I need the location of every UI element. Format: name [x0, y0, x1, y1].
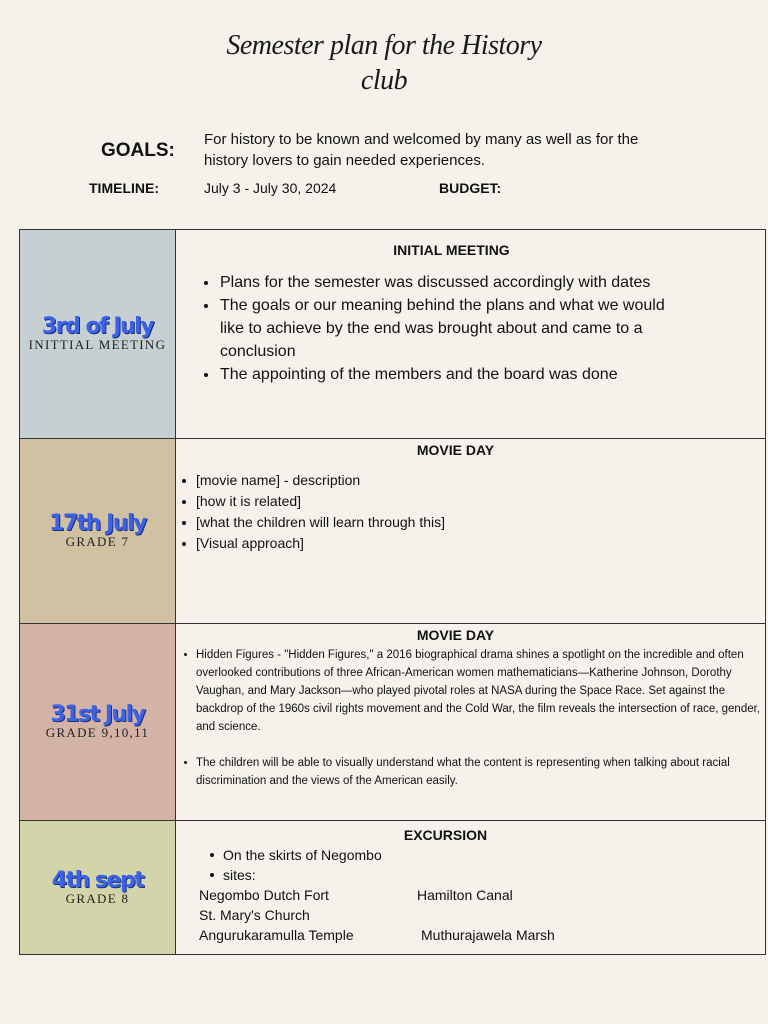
plan-table: [19, 229, 766, 955]
list-item: The children will be able to visually understand what the content is representing when talking about racial discrimination and the views of the American easily.: [196, 754, 761, 790]
sites-list: [176, 885, 765, 945]
row-heading: EXCURSION: [403, 827, 488, 843]
page-title: [0, 28, 768, 98]
list-item: [movie name] - description: [196, 470, 765, 491]
row-heading: INITIAL MEETING: [393, 242, 510, 258]
event-subtitle: GRADE 9,10,11: [45, 725, 150, 740]
details-cell: [176, 230, 765, 438]
site-name: Angurukaramulla Temple: [199, 927, 354, 943]
event-date: 31st July: [50, 702, 145, 727]
budget-label: BUDGET:: [439, 180, 502, 196]
event-subtitle: GRADE 8: [65, 890, 130, 906]
date-cell: [20, 821, 176, 954]
date-cell: [20, 230, 176, 438]
site-row: [176, 885, 765, 905]
list-item: [Visual approach]: [196, 533, 765, 554]
goals-text: For history to be known and welcomed by many as well as for the history lovers to gain needed experiences.: [204, 131, 639, 169]
list-item: The appointing of the members and the board was done: [220, 363, 670, 386]
detail-list: [196, 470, 765, 554]
page-title-line-2: club: [360, 65, 408, 96]
list-item: sites:: [223, 865, 765, 885]
list-item: The goals or our meaning behind the plans and what we would like to achieve by the end was brought about and came to a conclusion: [220, 294, 670, 363]
list-item: Hidden Figures - "Hidden Figures," a 2016 biographical drama shines a spotlight on the incredible and often overlooked contributions of three African-American women mathematicians—Katherine Johnson, Dorothy Vaughan, and Mary Jackson—who played pivotal roles at NASA during the Space Race. Set against the backdrop of the 1960s civil rights movement and the Cold War, the film reveals the intersection of race, gender, and science.: [196, 646, 761, 736]
list-item: Plans for the semester was discussed accordingly with dates: [220, 271, 670, 294]
timeline-label: TIMELINE:: [89, 180, 159, 196]
date-cell: [20, 624, 176, 820]
details-cell: [176, 439, 765, 623]
plan-row-initial-meeting: [20, 230, 765, 438]
site-name: St. Mary's Church: [199, 907, 310, 923]
page-title-line-1: Semester plan for the History: [226, 30, 542, 61]
details-cell: [176, 624, 765, 820]
plan-row-excursion: [20, 820, 765, 954]
goals-label: GOALS:: [101, 140, 175, 161]
site-row: [176, 905, 765, 925]
event-subtitle: GRADE 7: [65, 534, 130, 549]
site-name: Negombo Dutch Fort: [199, 887, 329, 903]
list-item: [what the children will learn through this]: [196, 512, 765, 533]
timeline-value: July 3 - July 30, 2024: [204, 180, 337, 196]
detail-list: [196, 646, 761, 790]
site-name: Hamilton Canal: [417, 887, 513, 903]
event-date: 3rd of July: [41, 314, 154, 339]
detail-list: [220, 271, 670, 386]
detail-list: [223, 845, 765, 885]
event-date: 17th July: [49, 511, 146, 536]
site-row: [176, 925, 765, 945]
row-heading: MOVIE DAY: [416, 442, 495, 458]
event-subtitle: INITTIAL MEETING: [28, 337, 167, 352]
details-cell: [176, 821, 765, 954]
site-name: Muthurajawela Marsh: [421, 927, 555, 943]
list-item: [how it is related]: [196, 491, 765, 512]
plan-row-movie-day-grade-9-11: [20, 623, 765, 820]
list-item: On the skirts of Negombo: [223, 845, 765, 865]
event-date: 4th sept: [51, 867, 144, 893]
plan-row-movie-day-grade-7: [20, 438, 765, 623]
date-cell: [20, 439, 176, 623]
row-heading: MOVIE DAY: [416, 627, 495, 643]
